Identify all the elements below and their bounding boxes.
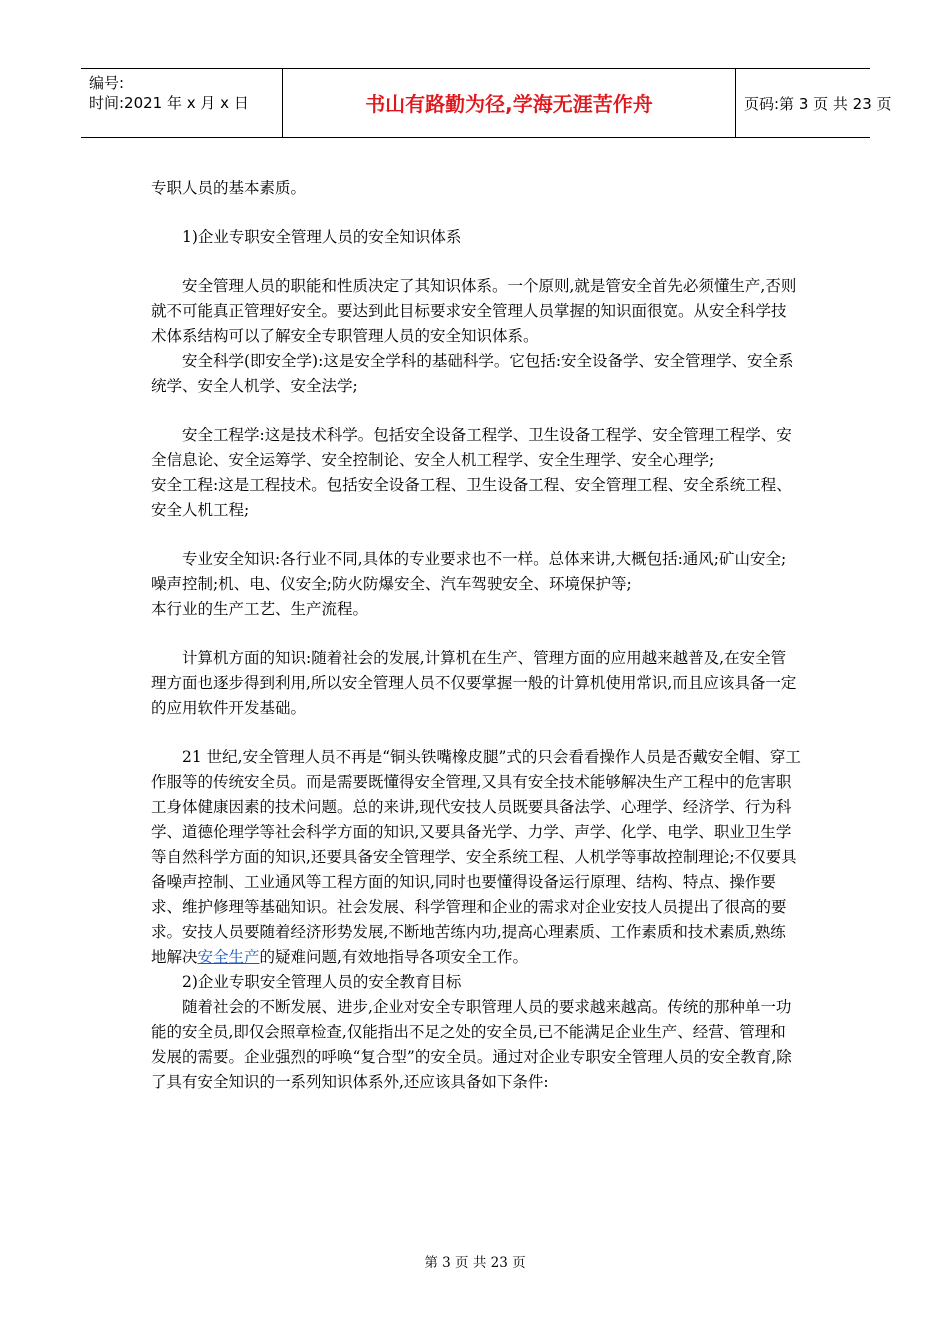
page-footer: 第 3 页 共 23 页 bbox=[424, 1255, 526, 1271]
header-motto: 书山有路勤为径,学海无涯苦作舟 bbox=[365, 92, 653, 116]
section-heading: 1)企业专职安全管理人员的安全知识体系 bbox=[182, 228, 462, 246]
paragraph: 随着社会的不断发展、进步,企业对安全专职管理人员的要求越来越高。传统的那种单一功能的安全员,即仅会照章检查,仅能指出不足之处的安全员,已不能满足企业生产、经营、管理和发展的需要。企业强烈的呼唤“复合型”的安全员。通过对企业专职安全管理人员的安全教育,除了具有安全知识的一系列知识体系外,还应该具备如下条件: bbox=[151, 998, 792, 1091]
paragraph: 本行业的生产工艺、生产流程。 bbox=[151, 600, 369, 618]
header-motto-cell bbox=[283, 69, 736, 137]
paragraph-text: 21 世纪,安全管理人员不再是“铜头铁嘴橡皮腿”式的只会看看操作人员是否戴安全帽、穿工作服等的传统安全员。而是需要既懂得安全管理,又具有安全技术能够解决生产工程中的危害职工身体健康因素的技术问题。总的来讲,现代安技人员既要具备法学、心理学、经济学、行为科学、道德伦理学等社会科学方面的知识,又要具备光学、力学、声学、化学、电学、职业卫生学等自然科学方面的知识,还要具备安全管理学、安全系统工程、人机学等事故控制理论;不仅要具备噪声控制、工业通风等工程方面的知识,同时也要懂得设备运行原理、结构、特点、操作要求、维护修理等基础知识。社会发展、科学管理和企业的需求对企业安技人员提出了很高的要求。安技人员要随着经济形势发展,不断地苦练内功,提高心理素质、工作素质和技术素质,熟练地解决 bbox=[151, 748, 801, 966]
paragraph: 计算机方面的知识:随着社会的发展,计算机在生产、管理方面的应用越来越普及,在安全管理方面也逐步得到利用,所以安全管理人员不仅要掌握一般的计算机使用常识,而且应该具备一定的应用软件开发基础。 bbox=[151, 649, 797, 717]
header-page-cell bbox=[736, 69, 892, 137]
paragraph-text: 的疑难问题,有效地指导各项安全工作。 bbox=[259, 948, 528, 966]
document-time-label: 时间:2021 年 x 月 x 日 bbox=[89, 94, 249, 112]
document-number-label: 编号: bbox=[89, 74, 125, 92]
document-body bbox=[151, 176, 801, 1095]
header-info-cell bbox=[81, 69, 283, 137]
paragraph: 安全工程学:这是技术科学。包括安全设备工程学、卫生设备工程学、安全管理工程学、安全信息论、安全运筹学、安全控制论、安全人机工程学、安全生理学、安全心理学; bbox=[151, 426, 792, 469]
paragraph bbox=[151, 745, 801, 970]
header-page-number: 页码:第 3 页 共 23 页 bbox=[744, 95, 892, 113]
paragraph: 安全工程:这是工程技术。包括安全设备工程、卫生设备工程、安全管理工程、安全系统工程、安全人机工程; bbox=[151, 476, 792, 519]
safety-production-link[interactable]: 安全生产 bbox=[197, 948, 260, 966]
paragraph: 专职人员的基本素质。 bbox=[151, 179, 307, 197]
section-heading: 2)企业专职安全管理人员的安全教育目标 bbox=[182, 973, 462, 991]
paragraph: 专业安全知识:各行业不同,具体的专业要求也不一样。总体来讲,大概包括:通风;矿山安全;噪声控制;机、电、仪安全;防火防爆安全、汽车驾驶安全、环境保护等; bbox=[151, 550, 787, 593]
paragraph: 安全科学(即安全学):这是安全学科的基础科学。它包括:安全设备学、安全管理学、安全系统学、安全人机学、安全法学; bbox=[151, 352, 794, 395]
page-header bbox=[81, 68, 892, 138]
paragraph: 安全管理人员的职能和性质决定了其知识体系。一个原则,就是管安全首先必须懂生产,否则就不可能真正管理好安全。要达到此目标要求安全管理人员掌握的知识面很宽。从安全科学技术体系结构可以了解安全专职管理人员的安全知识体系。 bbox=[151, 277, 797, 345]
